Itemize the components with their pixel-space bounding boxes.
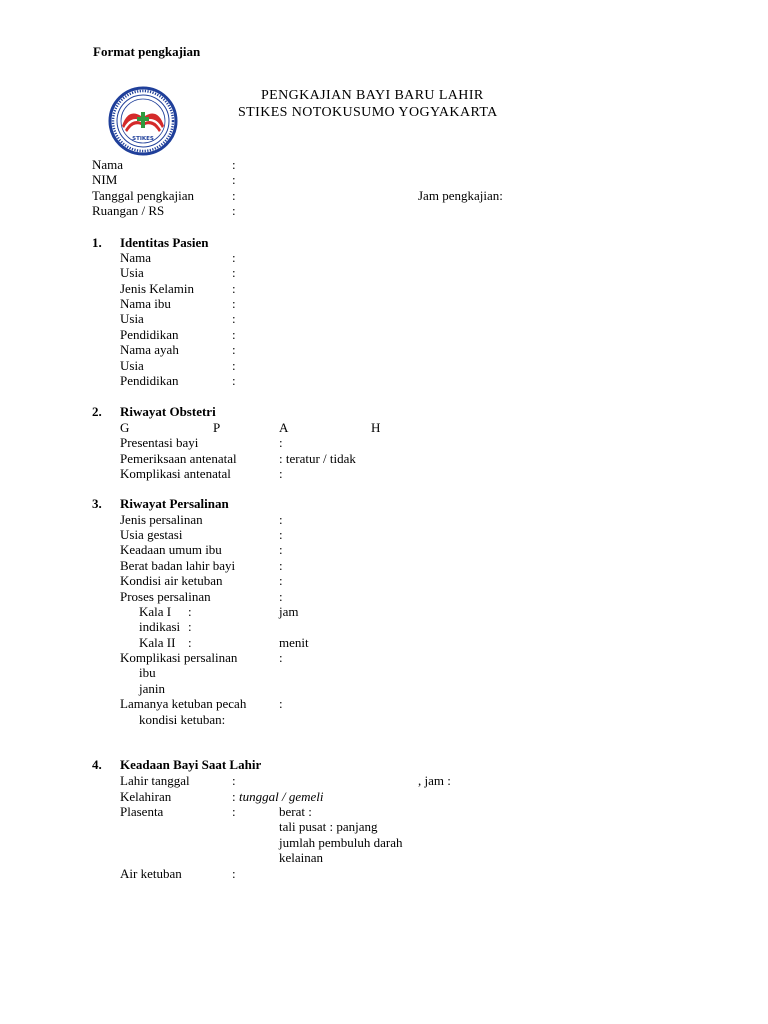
field-colon: : [188, 635, 192, 650]
section-1-number: 1. [92, 235, 102, 250]
s4-jam: , jam : [418, 773, 451, 788]
field-colon: : [232, 172, 236, 187]
field-colon: : [279, 573, 283, 588]
s2-pemeriksaan-value: : teratur / tidak [279, 451, 356, 466]
field-colon: : [232, 342, 236, 357]
s1-item: Nama ibu [120, 296, 171, 311]
s4-berat: berat : [279, 804, 312, 819]
field-label-tanggal: Tanggal pengkajian [92, 188, 194, 203]
stikes-logo [108, 86, 178, 156]
field-colon: : [279, 435, 283, 450]
s3-kala2: Kala II [139, 635, 176, 650]
s3-janin: janin [139, 681, 165, 696]
s3-item: Proses persalinan [120, 589, 211, 604]
field-colon: : [279, 589, 283, 604]
field-colon: : [279, 466, 283, 481]
field-label-jam: Jam pengkajian: [418, 188, 503, 203]
section-2-number: 2. [92, 404, 102, 419]
obstetri-h: H [371, 420, 381, 435]
s4-kelainan: kelainan [279, 850, 324, 865]
field-colon: : [232, 250, 236, 265]
s4-pembuluh: jumlah pembuluh darah [279, 835, 403, 850]
section-4-number: 4. [92, 757, 102, 772]
s3-item: Jenis persalinan [120, 512, 203, 527]
svg-text:STIKES: STIKES [132, 136, 154, 142]
s3-item: Berat badan lahir bayi [120, 558, 236, 573]
field-colon: : [232, 866, 236, 881]
s3-indikasi: indikasi [139, 619, 181, 634]
s1-item: Nama [120, 250, 152, 265]
field-colon: : [279, 696, 283, 711]
s1-item: Jenis Kelamin [120, 281, 195, 296]
field-colon: : [232, 188, 236, 203]
s1-item: Usia [120, 358, 144, 373]
section-1-title: Identitas Pasien [120, 235, 209, 250]
obstetri-a: A [279, 420, 289, 435]
s3-kondisi: kondisi ketuban: [139, 712, 226, 727]
s3-kala1-unit: jam [279, 604, 299, 619]
field-colon: : [232, 327, 236, 342]
field-colon: : [232, 296, 236, 311]
field-colon: : [232, 311, 236, 326]
field-colon: : [279, 558, 283, 573]
field-colon: : [232, 358, 236, 373]
field-colon: : [279, 650, 283, 665]
s3-lamanya: Lamanya ketuban pecah [120, 696, 247, 711]
s3-kala1: Kala I [139, 604, 172, 619]
s3-item: Kondisi air ketuban [120, 573, 223, 588]
section-3-title: Riwayat Persalinan [120, 496, 229, 511]
s2-presentasi: Presentasi bayi [120, 435, 199, 450]
title-line-1: PENGKAJIAN BAYI BARU LAHIR [261, 88, 484, 103]
document-heading: Format pengkajian [93, 44, 201, 59]
s2-komplikasi: Komplikasi antenatal [120, 466, 231, 481]
obstetri-g: G [120, 420, 130, 435]
s3-kala2-unit: menit [279, 635, 309, 650]
field-colon: : [232, 373, 236, 388]
s3-ibu: ibu [139, 665, 156, 680]
s1-item: Usia [120, 311, 144, 326]
field-colon: : [232, 804, 236, 819]
field-colon: : [188, 604, 192, 619]
s3-item: Keadaan umum ibu [120, 542, 222, 557]
field-colon: : [279, 527, 283, 542]
section-4-title: Keadaan Bayi Saat Lahir [120, 757, 262, 772]
s1-item: Pendidikan [120, 373, 179, 388]
s4-tali-pusat: tali pusat : panjang [279, 819, 378, 834]
field-colon: : [188, 619, 192, 634]
s1-item: Nama ayah [120, 342, 179, 357]
section-3-number: 3. [92, 496, 102, 511]
field-label-nama: Nama [92, 157, 124, 172]
s3-komplikasi: Komplikasi persalinan [120, 650, 238, 665]
field-colon: : [232, 203, 236, 218]
s4-lahir-tanggal: Lahir tanggal [120, 773, 190, 788]
field-label-ruangan: Ruangan / RS [92, 203, 165, 218]
field-colon: : [232, 773, 236, 788]
field-colon: : [279, 542, 283, 557]
s3-item: Usia gestasi [120, 527, 183, 542]
s4-kelahiran: Kelahiran [120, 789, 172, 804]
field-colon: : [232, 157, 236, 172]
s1-item: Usia [120, 265, 144, 280]
obstetri-p: P [213, 420, 221, 435]
s2-pemeriksaan: Pemeriksaan antenatal [120, 451, 237, 466]
s4-air-ketuban: Air ketuban [120, 866, 182, 881]
field-colon: : [232, 789, 236, 804]
s4-kelahiran-value: tunggal / gemeli [239, 789, 324, 804]
s1-item: Pendidikan [120, 327, 179, 342]
field-colon: : [232, 281, 236, 296]
title-line-2: STIKES NOTOKUSUMO YOGYAKARTA [238, 105, 498, 120]
field-colon: : [279, 512, 283, 527]
section-2-title: Riwayat Obstetri [120, 404, 216, 419]
field-label-nim: NIM [92, 172, 118, 187]
s4-plasenta: Plasenta [120, 804, 164, 819]
field-colon: : [232, 265, 236, 280]
